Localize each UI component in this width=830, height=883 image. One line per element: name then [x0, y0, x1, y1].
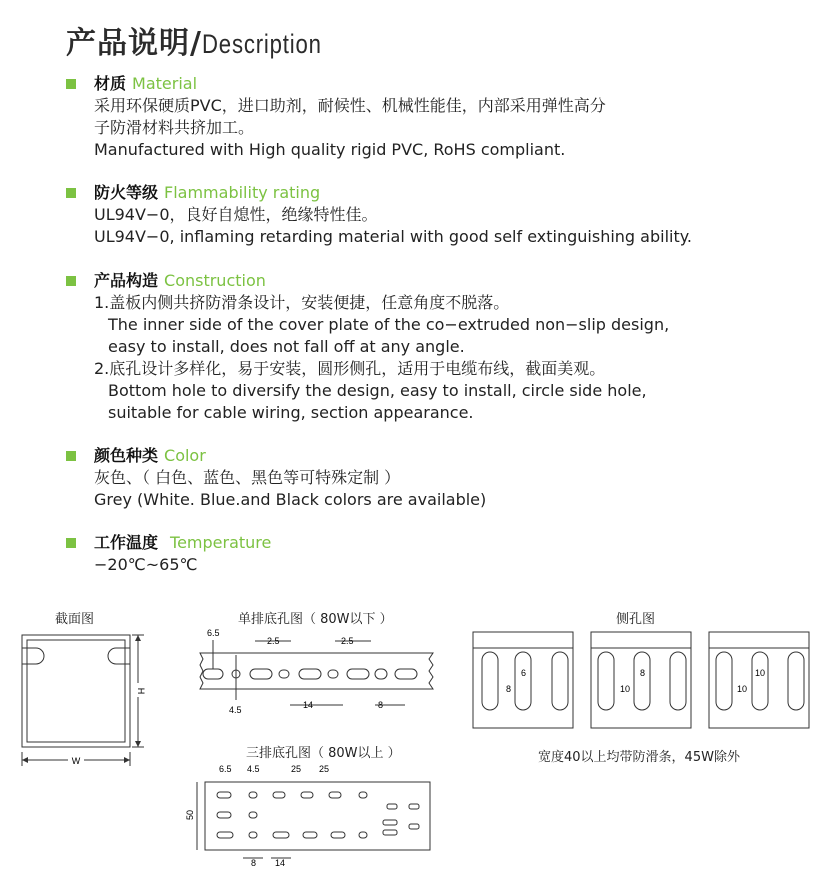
- construction-line: 1.盖板内侧共挤防滑条设计，安装便捷，任意角度不脱落。: [94, 293, 510, 312]
- hole-oval: [299, 669, 321, 679]
- temperature-heading-en: Temperature: [170, 533, 272, 552]
- hole-oval: [395, 669, 417, 679]
- dim-label: 10: [755, 668, 766, 678]
- hole-oval: [250, 669, 272, 679]
- single-row-diagram-label: 单排底孔图（ 80W以下 ）: [238, 612, 393, 627]
- construction-line: suitable for cable wiring, section appearance.: [108, 403, 474, 422]
- title-cn: 产品说明: [66, 26, 190, 61]
- cover-clip-left: [22, 648, 44, 664]
- color-heading-en: Color: [164, 446, 206, 465]
- dim-label: 8: [640, 668, 646, 678]
- temperature-line: −20℃~65℃: [94, 555, 198, 574]
- dim-label: 6.5: [207, 628, 220, 638]
- bullet-square-icon: [66, 538, 76, 548]
- side-hole-note: 宽度40以上均带防滑条，45W除外: [538, 750, 740, 765]
- side-hole-diagram-label: 侧孔图: [616, 612, 656, 627]
- section-flammability: [66, 182, 692, 248]
- construction-heading-en: Construction: [164, 271, 266, 290]
- construction-heading-cn: 产品构造: [94, 271, 159, 290]
- single-row-diagram: [195, 625, 445, 720]
- dim-label: 6: [521, 668, 527, 678]
- dim-label: 10: [620, 684, 631, 694]
- strip-outline: [205, 782, 430, 850]
- section-material: [66, 73, 606, 161]
- dim-label: 4.5: [247, 764, 260, 774]
- material-heading-en: Material: [132, 74, 198, 93]
- dim-label: 8: [378, 700, 384, 710]
- dim-label: 25: [291, 764, 302, 774]
- title-sep: /: [190, 26, 202, 61]
- dim-label: 14: [275, 858, 286, 868]
- hole-round: [375, 669, 387, 679]
- construction-line: The inner side of the cover plate of the co−extruded non−slip design,: [108, 315, 670, 334]
- dim-label: 8: [251, 858, 257, 868]
- color-heading-cn: 颜色种类: [94, 446, 159, 465]
- section-temperature: [66, 532, 271, 576]
- section-construction: [66, 270, 669, 424]
- material-line: 子防滑材料共挤加工。: [94, 118, 255, 137]
- dim-label: 2.5: [267, 636, 280, 646]
- trunking-outline: [22, 635, 130, 747]
- section-color: [66, 445, 486, 511]
- bullet-square-icon: [66, 188, 76, 198]
- material-heading-cn: 材质: [94, 74, 127, 93]
- temperature-heading-cn: 工作温度: [94, 533, 159, 552]
- cover-clip-right: [108, 648, 130, 664]
- construction-line: 2.底孔设计多样化，易于安装，圆形侧孔，适用于电缆布线，截面美观。: [94, 359, 606, 378]
- color-line: 灰色、（ 白色、蓝色、黑色等可特殊定制 ）: [94, 468, 401, 487]
- triple-row-diagram: [183, 762, 443, 872]
- hole-oval: [347, 669, 369, 679]
- dim-label: 50: [185, 809, 195, 820]
- bullet-square-icon: [66, 451, 76, 461]
- dim-label: 4.5: [229, 705, 242, 715]
- material-line: Manufactured with High quality rigid PVC, RoHS compliant.: [94, 140, 566, 159]
- trunking-inner: [27, 640, 125, 742]
- side-panel: [591, 632, 691, 728]
- strip-outline: [200, 653, 433, 689]
- side-panel: [473, 632, 573, 728]
- bullet-square-icon: [66, 79, 76, 89]
- dim-label: 8: [506, 684, 512, 694]
- dim-label: 2.5: [341, 636, 354, 646]
- width-label: W: [71, 756, 81, 766]
- section-diagram: [10, 630, 160, 775]
- hole-round: [328, 670, 338, 678]
- side-hole-diagram: [470, 630, 815, 730]
- dim-label: 6.5: [219, 764, 232, 774]
- triple-row-diagram-label: 三排底孔图（ 80W以上 ）: [246, 746, 401, 761]
- dim-label: 10: [737, 684, 748, 694]
- flammability-heading-cn: 防火等级: [94, 183, 159, 202]
- side-panel: [709, 632, 809, 728]
- hole-oval: [203, 669, 223, 679]
- material-line: 采用环保硬质PVC，进口助剂，耐候性、机械性能佳，内部采用弹性高分: [94, 96, 606, 115]
- section-diagram-label: 截面图: [55, 612, 95, 627]
- hole-round: [279, 670, 289, 678]
- title-en: Description: [201, 29, 322, 59]
- flammability-line: UL94V−0，良好自熄性，绝缘特性佳。: [94, 205, 378, 224]
- construction-line: Bottom hole to diversify the design, easy to install, circle side hole,: [108, 381, 647, 400]
- color-line: Grey (White. Blue.and Black colors are available): [94, 490, 487, 509]
- page-title: [66, 18, 348, 62]
- height-label: H: [136, 687, 146, 695]
- flammability-line: UL94V−0, inflaming retarding material with good self extinguishing ability.: [94, 227, 692, 246]
- flammability-heading-en: Flammability rating: [164, 183, 321, 202]
- dim-label: 14: [303, 700, 314, 710]
- dim-label: 25: [319, 764, 330, 774]
- construction-line: easy to install, does not fall off at any angle.: [108, 337, 465, 356]
- bullet-square-icon: [66, 276, 76, 286]
